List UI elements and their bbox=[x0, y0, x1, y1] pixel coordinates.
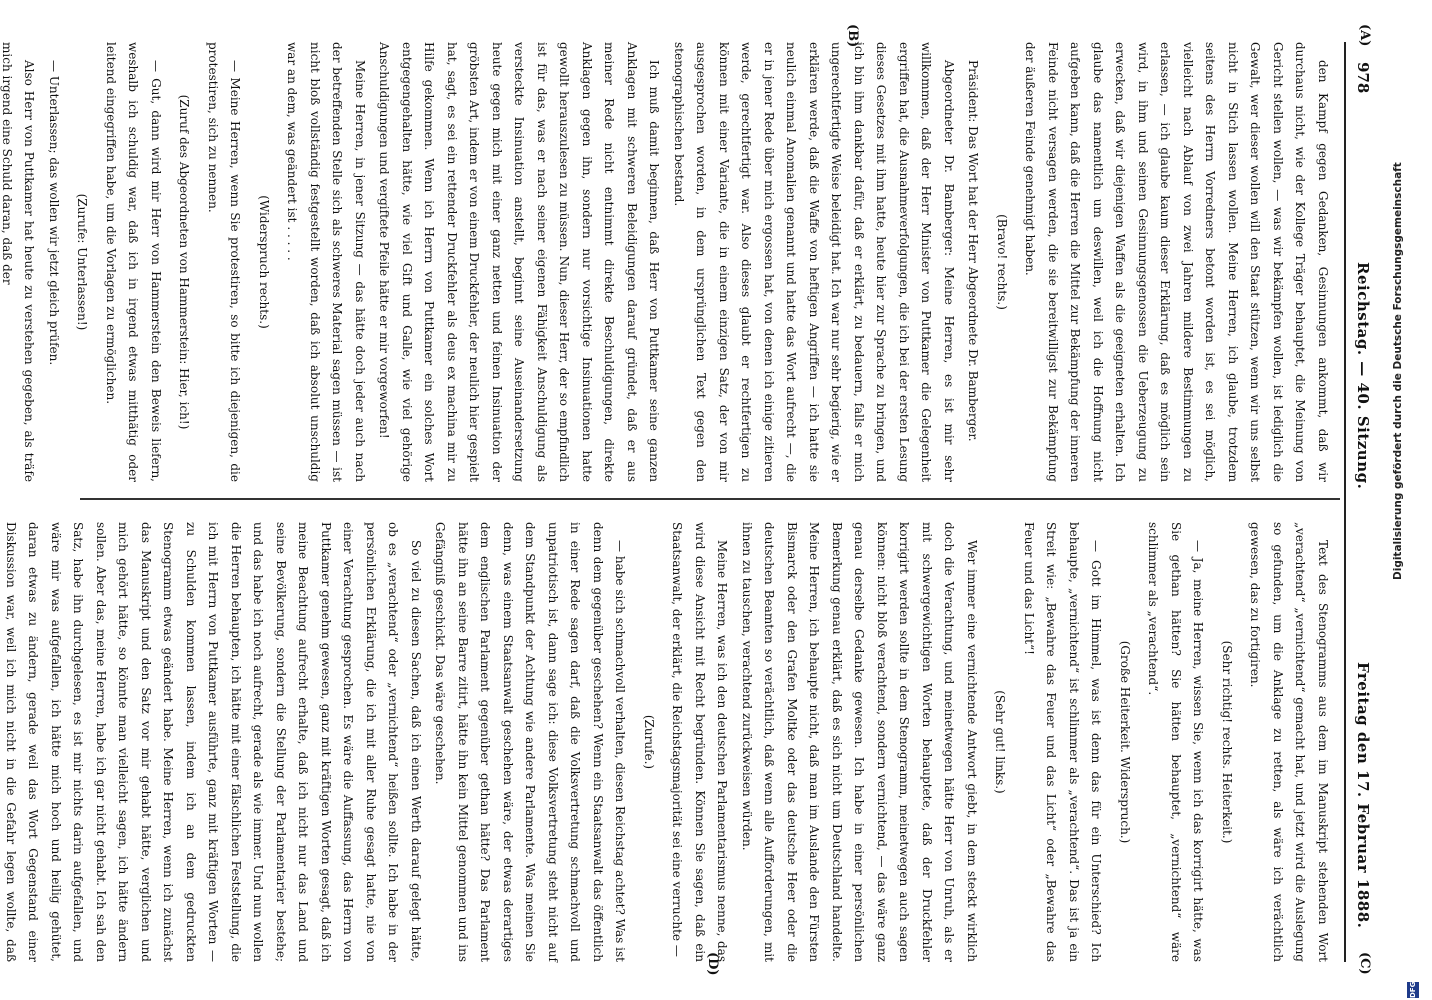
paragraph: Abgeordneter Dr. Bamberger: Meine Herren, es ist mir sehr willkommen, daß der Herr Minister von Puttkamer die Gelegenheit ergriffen hat, die Ausnahmeverfolgungen, die ich bei der ersten Lesung dieses Gesetzes mit ihm hatte, heute hier zur Sprache zu bringen, und ich bin ihm dankbar dafür, daß er erklärt, zu bedauern, falls er mich ungerechtfertigte Weise beleidigt hat. Ich war nur sehr begierig, wie er erklären werde, daß die Waffe von heftigen Angriffen — ich hatte sie neulich einmal Anomalien genannt und hatte das Wort aufrecht —, die er in jener Rede über mich ergossen hat, von denen ich einige zitieren werde, gerechtfertigt war. Also dieses glaubt er rechtfertigen zu können mit einer Variante, die in einem einzigen Satz, der von mir ausgesprochen worden, in dem ursprünglichen Text gegen den stenographischen bestand. bbox=[672, 42, 956, 482]
marker-b: (B) bbox=[845, 24, 860, 48]
paragraph: den Kampf gegen Gedanken, Gesinnungen ankommt, daß wir durchaus nicht, wie der Kollege Träger behauptet, die Meinung von Gericht stellen wollen, — was wir bekämpfen wollen, ist lediglich die Gewalt, wer dieser wollen will den Staat stützen, wenn wir uns selbst nicht in Stich lassen wollen. Meine Herren, ich glaube, trotzdem seitens des Herrn Vorredners betont worden ist, es sei möglich, vielleicht nach Ablauf von zwei Jahren mildere Bestimmungen zu erlassen, — ich glaube kaum dieser Erklärung, daß es möglich sein wird, in ihm und seinen Gesinnungsgenossen die Ueberzeugung zu erwecken, daß wir diejenigen Waffen als die geeigneten erhalten. Ich glaube das namentlich um deswillen, weil ich die Hoffnung nicht aufgeben kann, daß die Herren die Mittel zur Bekämpfung der inneren Feinde nicht versagen werden, die sie bereitwilligst zur Bekämpfung der äußeren Feinde genehmigt haben. bbox=[1023, 42, 1330, 482]
interjection: (Große Heiterkeit. Widerspruch.) bbox=[1118, 640, 1132, 844]
paragraph: Text des Stenogramms aus dem im Manuskript stehenden Wort „verachtend“ „vernichtend“ gemacht hat, und jetzt wird die Auslegung so gefunden, um die Anklage zu retten, als wäre ich verächtlich gewesen, das zu fortigiren. bbox=[1248, 522, 1330, 962]
paragraph: — Gut, dann wird mir Herr von Hammerstein den Beweis liefern, weshalb ich schuldig war, daß ich in irgend etwas mitthätig oder leitend eingegriffen habe, um die Vorlagen zu ermöglichen. bbox=[104, 42, 163, 482]
paragraph: Also Herr von Puttkamer hat heute zu verstehen gegeben, als träfe mich irgend eine Schuld daran, daß der bbox=[0, 42, 37, 482]
interjection: (Sehr gut! links.) bbox=[993, 690, 1008, 794]
column-rule bbox=[80, 498, 1340, 500]
digitization-credit: Digitalisierung gefördert durch die Deutsche Forschungsgemeinschaft bbox=[1392, 162, 1404, 580]
left-column bbox=[0, 42, 1334, 482]
dfg-logo: DFG bbox=[1409, 981, 1417, 998]
page-number: 978 bbox=[1354, 62, 1372, 94]
paragraph: — Ja, meine Herren, wissen Sie, wenn ich das korrigirt hätte, was Sie gethan hätten? Sie hätten behauptet, „vernichtend“ wäre schlimmer als „verachtend“. bbox=[1146, 522, 1206, 962]
paragraph: — Gott im Himmel, was ist denn das für ein Unterschied? Ich behaupte, „vernichtend“ ist schlimmer als „verachtend“. Das ist ja ein Streit wie: „Bewahre das Feuer und das Licht“ oder „Bewahre das Feuer und das Licht“! bbox=[1022, 522, 1104, 962]
interjection: (Widerspruch rechts.) bbox=[257, 195, 271, 329]
paragraph: — habe sich schmachvoll verhalten, diesen Reichstag achtet? Was ist denn dem gegenüber geschehen? Wenn ein Staatsanwalt das öffentlich in einer Rede sagen darf, daß die Volksvertretung schmachvoll und unpatriotisch ist, dann sage ich: diese Volksvertretung steht nicht auf dem Standpunkt der Achtung wie andere Parlamente. Was meinen Sie denn, was einem Staatsanwalt geschehen wäre, der etwas derartiges dem englischen Parlament gegenüber gethan hätte? Das Parlament hätte ihn an seine Barre zitirt, hätte ihn kein Mittel genommen und ins Gefängniß geschickt. Das wäre geschehen. bbox=[433, 522, 628, 962]
interjection: (Zurufe.) bbox=[642, 714, 656, 770]
interjection: (Bravo! rechts.) bbox=[995, 214, 1009, 310]
paragraph: — Meine Herren, wenn Sie protestiren, so bitte ich diejenigen, die protestiren, sich zu nennen. bbox=[206, 42, 243, 482]
paragraph: So viel zu diesen Sachen, daß ich einen Werth darauf gelegt hätte, ob es „verachtend“ oder „vernichtend“ heißen sollte. Ich habe in der persönlichen Erklärung, die ich mit aller Ruhe gesagt hatte, nie von einer Verachtung gesprochen. Es wäre die Auffassung, das Herrn von Puttkamer genehm gewesen, ganz mit kräftigen Worten gesagt, daß ich meine Beachtung aufrecht erhalte, daß ich nicht nur das Land und seine Bevölkerung, sondern die Stellung der Parlamentarier bestehe; und das habe ich noch aufrecht, gerade als wie immer. Und nun wollen die Herren behaupten, ich hätte mit einer fälschlichen Feststellung, die ich mit Herrn von Puttkamer ausführte, ganz mit kräftigen Worten — zu Schulden kommen lassen, indem ich an dem gedruckten Stenogramm etwas geändert habe. Meine Herren, wenn ich zunächst das Manuskript und den Satz vor mir gehabt hätte, verglichen und mich gehört hätte, so könnte man vielleicht sagen, ich hätte ändern sollen. Aber das, meine Herren, habe ich gar nicht gehabt. Ich sah den Satz, habe ihn durchgelesen, es ist mir nichts darin aufgefallen, und wäre mir was aufgefallen, ich hätte mich hoch und heilig gehütet, daran etwas zu ändern, gerade weil das Wort Gegenstand einer Diskussion war, weil ich mich nicht in die Gefahr legen wollte, daß bbox=[4, 522, 423, 962]
header-date: Freitag den 17. Februar 1888. bbox=[1354, 662, 1372, 929]
paragraph: Meine Herren, was ich den deutschen Parlamentarismus nenne, das wird diese Ansicht mit Recht begründen. Können Sie sagen, daß ein Staatsanwalt, der erklärt, die Reichstagsmajorität sei eine verruchte — bbox=[670, 522, 730, 962]
paragraph: Wer immer eine vernichtende Antwort giebt, in dem steckt wirklich doch die Verachtung, und meinetwegen hätte Herr von Unruh, als er mit schwergewichtigen Worten behauptete, daß der Druckfehler korrigirt werden sollte in dem Stenogramm, meinetwegen auch sagen können: nicht bloß verachtend, sondern vernichtend, — das wäre ganz genau derselbe Gedanke gewesen. Ich habe in einer persönlichen Bemerkung genau erklärt, daß es sich nicht um Deutschland handelte. Meine Herren, ich behaupte nicht, daß man im Auslande den Fürsten Bismarck oder den Grafen Moltke oder das deutsche Heer oder die deutschen Beamten so verächtlich, daß wenn alle Aufforderungen, mit ihnen zu tauschen, verachtend zurückweisen würden. bbox=[740, 522, 979, 962]
marker-d: (D) bbox=[705, 952, 720, 976]
interjection: (Sehr richtig! rechts. Heiterkeit.) bbox=[1220, 640, 1234, 844]
right-column bbox=[4, 522, 1334, 962]
marker-a: (A) bbox=[1357, 24, 1372, 47]
header-rule bbox=[1344, 42, 1346, 962]
paragraph: — Unterlassen; das wollen wir jetzt gleich prüfen. bbox=[47, 60, 61, 366]
header-title: Reichstag. — 40. Sitzung. bbox=[1354, 262, 1372, 490]
interjection: (Zurufe: Unterlassen!) bbox=[75, 193, 90, 331]
rotated-page bbox=[0, 22, 1380, 982]
marker-c: (C) bbox=[1357, 952, 1372, 975]
paragraph: Ich muß damit beginnen, daß Herr von Puttkamer seine ganzen Anklagen mit schweren Beleidigungen darauf gründet, daß er aus meiner Rede nicht entnimmt direkte Beschuldigungen, direkte Anklagen gegen ihn, sondern nur vorsichtige Insinuationen hatte gewollt herauszulesen zu müssen. Nun, dieser Herr, der so empfindlich ist für das, was er nach seiner eigenen Fähigkeit Anschuldigung als versteckte Insinuation anstellt, beginnt seine Auseinandersetzung heute gegen mich mit einer ganz netten und feinen Insinuation der gröbsten Art, indem er von einem Druckfehler, der neulich hier gespielt hat, sagt, es sei ein rettender Druckfehler als deus ex machina mir zu Hilfe gekommen. Wenn ich Herrn von Puttkamer ein solches Wort entgegengehalten hätte, wie viel Gift und Galle, wie viel gehörige Anschuldigungen und vergiftete Pfeile hätte er mir vorgeworfen! bbox=[377, 42, 662, 482]
paragraph: Meine Herren, in jener Sitzung — das hätte doch jeder auch nach der betreffenden Stelle sich als schweres Material sagen müssen — ist nicht bloß vollständig festgestellt worden, daß ich absolut unschuldig war an dem, was geändert ist . . . . . bbox=[285, 42, 367, 482]
paragraph: Präsident: Das Wort hat der Herr Abgeordnete Dr. Bamberger. bbox=[966, 60, 981, 442]
page-header bbox=[1346, 22, 1380, 982]
interjection: (Zuruf des Abgeordneten von Hammerstein: Hier, ich!) bbox=[177, 94, 192, 430]
